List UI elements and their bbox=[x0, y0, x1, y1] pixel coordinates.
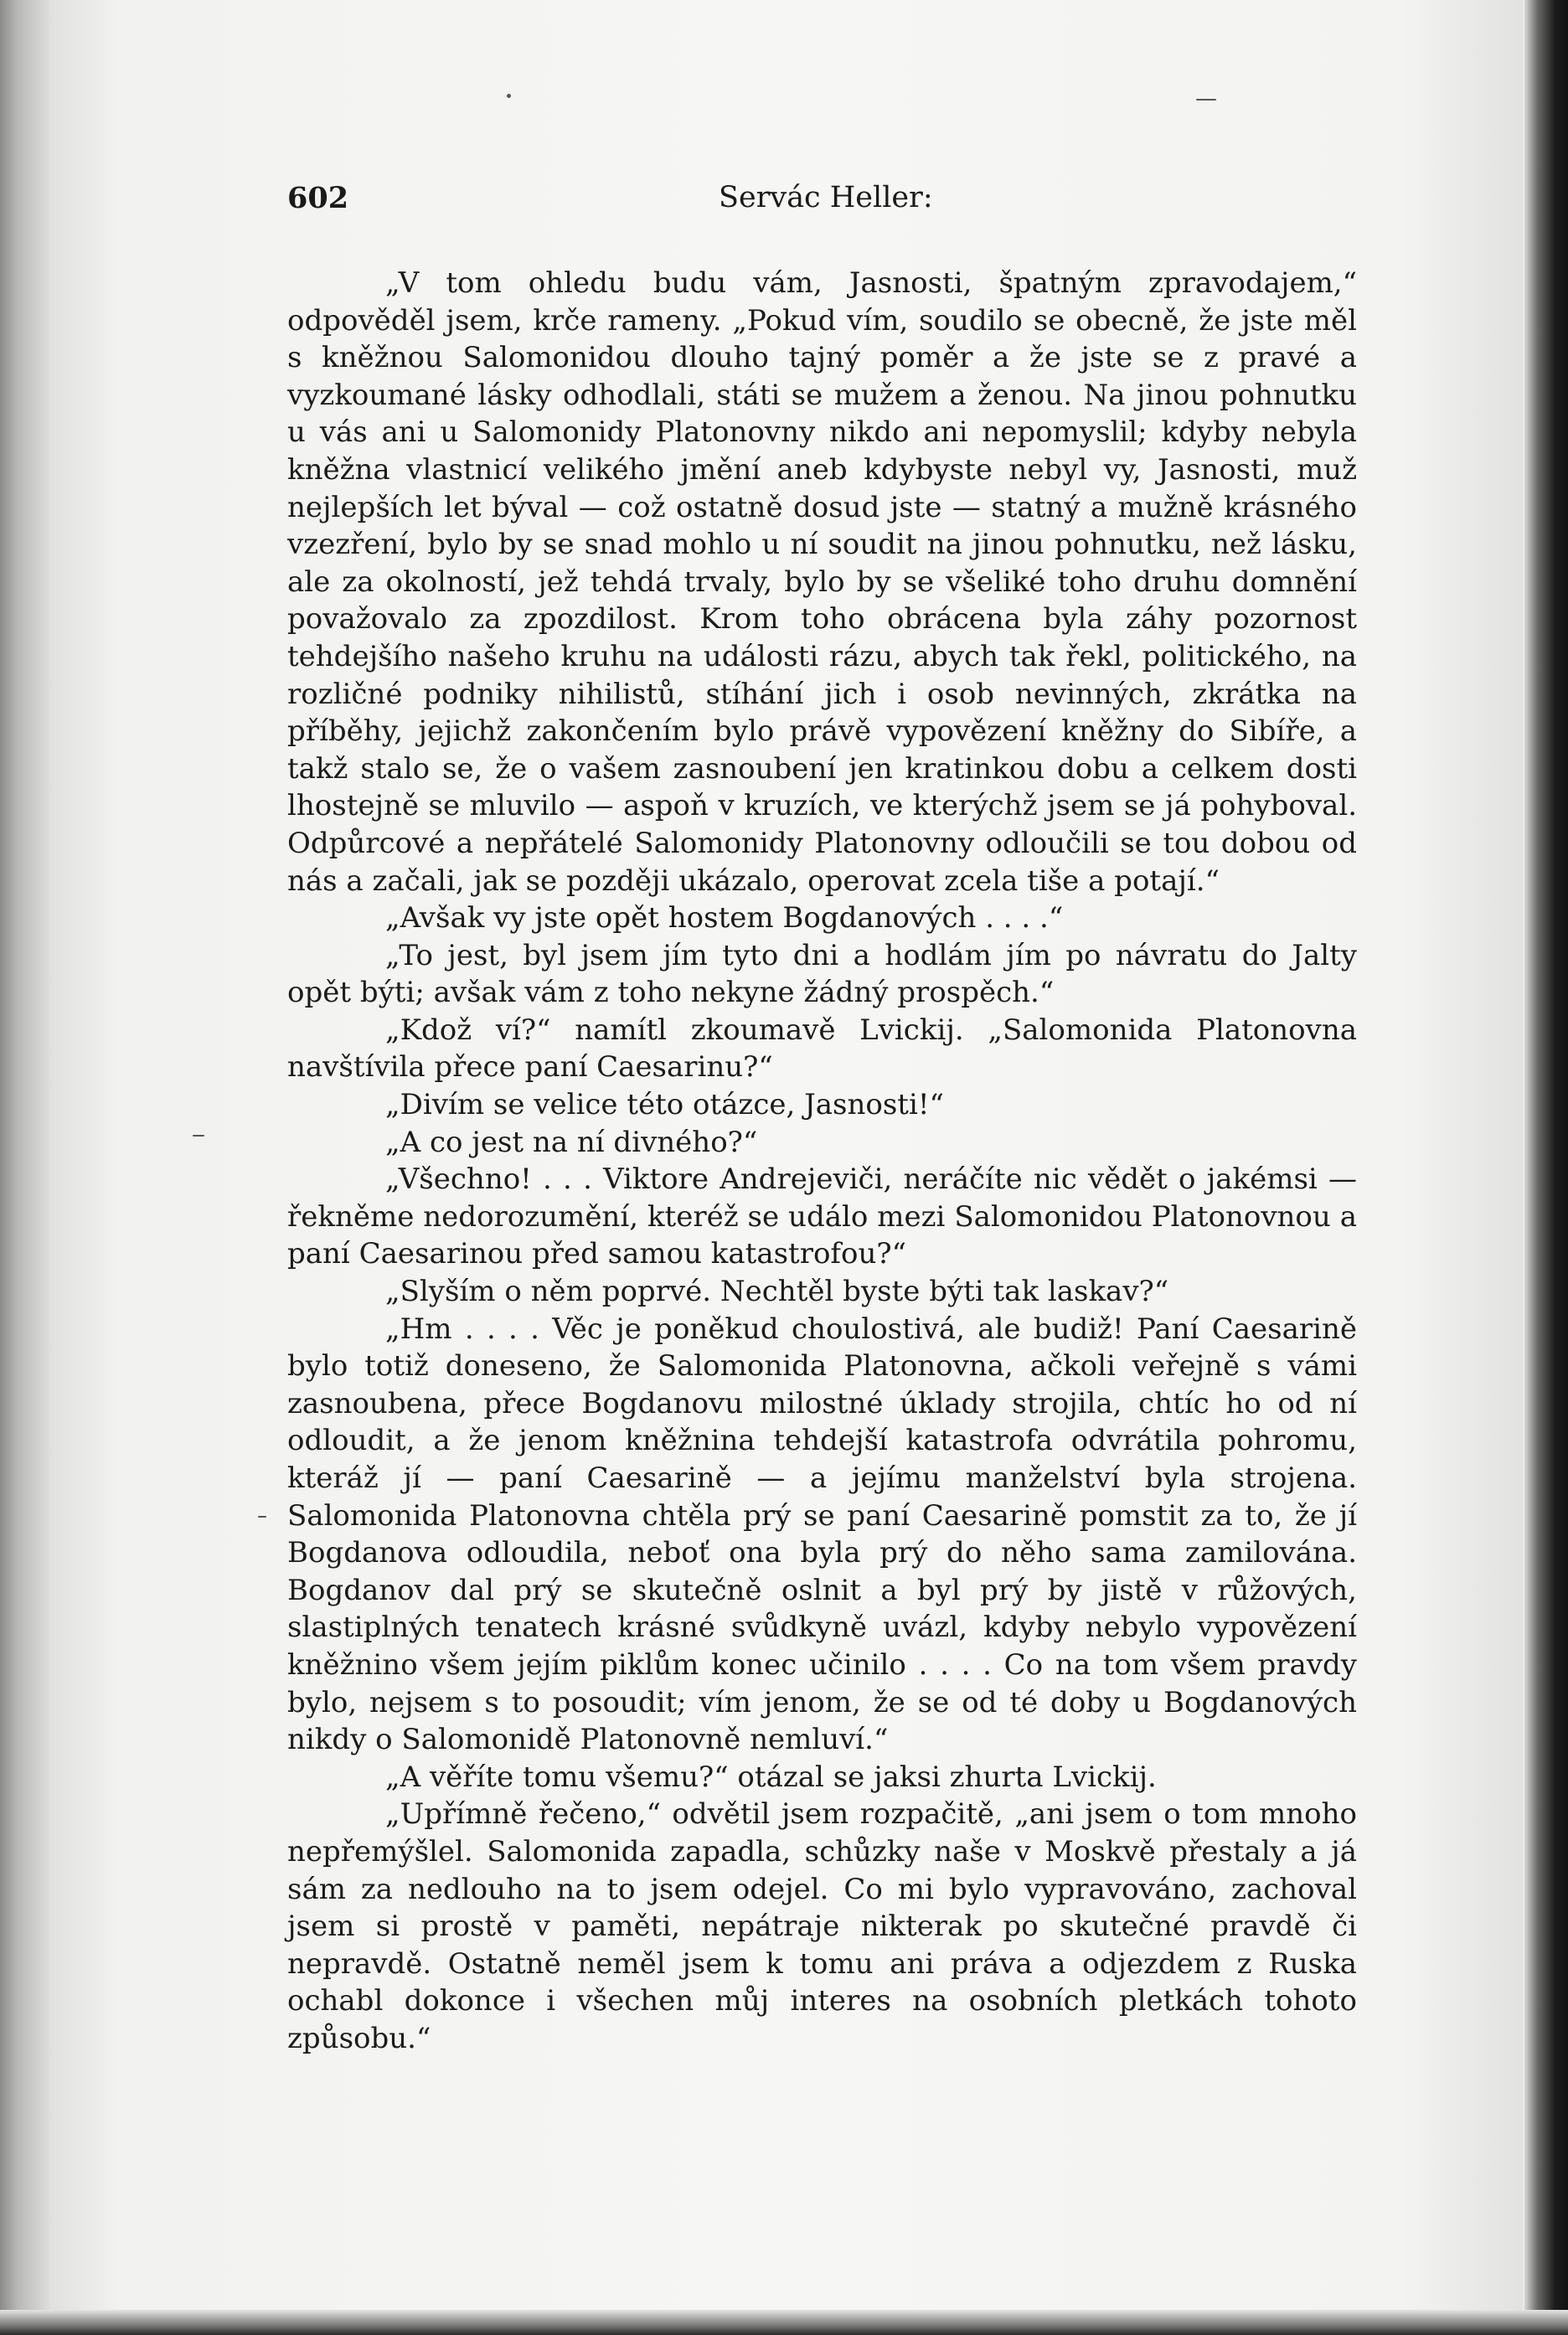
paper-speck bbox=[193, 1135, 204, 1137]
paper-speck bbox=[507, 94, 511, 98]
paragraph: „To jest, byl jsem jím tyto dni a hodlám jím po návratu do Jalty opět býti; avšak vám z toho nekyne žádný prospěch.“ bbox=[287, 938, 1357, 1010]
paragraph: „V tom ohledu budu vám, Jasnosti, špatným zpravodajem,“ odpověděl jsem, krče rameny. „Pokud vím, soudilo se obecně, že jste měl s kněžnou Salomonidou dlouho tajný poměr a že jste se z pravé a vyzkoumané lásky odhodlali, státi se mužem a ženou. Na jinou pohnutku u vás ani u Salomonidy Platonovny nikdo ani nepomyslil; kdyby nebyla kněžna vlastnicí velikého jmění aneb kdybyste nebyl vy, Jasnosti, muž nejlepších let býval — což ostatně dosud jste — statný a mužně krásného vzezření, bylo by se snad mohlo u ní soudit na jinou pohnutku, než lásku, ale za okolností, jež tehdá trvaly, bylo by se všeliké toho druhu domnění považovalo za zpozdilost. Krom toho obrácena byla záhy pozornost tehdejšího našeho kruhu na události rázu, abych tak řekl, politického, na rozličné podniky nihilistů, stíhání jich i osob nevinných, zkrátka na příběhy, jejichž zakončením bylo právě vypovězení kněžny do Sibíře, a takž stalo se, že o vašem zasnoubení jen kratinkou dobu a celkem dosti lhostejně se mluvilo — aspoň v kruzích, ve kterýchž jsem se já pohyboval. Odpůrcové a nepřátelé Salomonidy Platonovny odloučili se tou dobou od nás a začali, jak se později ukázalo, operovat zcela tiše a potají.“ bbox=[287, 266, 1357, 898]
running-title: Servác Heller: bbox=[719, 181, 933, 214]
paragraph: „Divím se velice této otázce, Jasnosti!“ bbox=[385, 1088, 944, 1122]
paragraph: „Upřímně řečeno,“ odvětil jsem rozpačitě, „ani jsem o tom mnoho nepřemýšlel. Salomonida zapadla, schůzky naše v Moskvě přestaly a já sám za nedlouho na to jsem odejel. Co mi bylo vypravováno, zachoval jsem si prostě v paměti, nepátraje nikterak po skutečné pravdě či nepravdě. Ostatně neměl jsem k tomu ani práva a odjezdem z Ruska ochabl dokonce i všechen můj interes na osobních pletkách tohoto způsobu.“ bbox=[287, 1797, 1357, 2055]
paragraph: „A věříte tomu všemu?“ otázal se jaksi zhurta Lvickij. bbox=[385, 1760, 1157, 1794]
paragraph: „Všechno! . . . Viktore Andrejeviči, neráčíte nic vědět o jakémsi — řekněme nedorozumění, kteréž se událo mezi Salomonidou Platonovnou a paní Caesarinou před samou katastrofou?“ bbox=[287, 1162, 1357, 1271]
page-edge-right bbox=[1524, 0, 1568, 2335]
paper-speck bbox=[258, 1516, 266, 1518]
paper-speck bbox=[1196, 99, 1216, 101]
body-text bbox=[287, 265, 1357, 2058]
paragraph: „A co jest na ní divného?“ bbox=[385, 1125, 758, 1159]
running-head bbox=[287, 181, 1376, 223]
binding-shadow bbox=[0, 0, 50, 2335]
paragraph: „Kdož ví?“ namítl zkoumavě Lvickij. „Salomonida Platonovna navštívila přece paní Caesarinu?“ bbox=[287, 1013, 1357, 1085]
page-number: 602 bbox=[287, 181, 349, 215]
paragraph: „Slyším o něm poprvé. Nechtěl byste býti tak laskav?“ bbox=[385, 1275, 1169, 1309]
paragraph: „Hm . . . . Věc je poněkud choulostivá, ale budiž! Paní Caesarině bylo totiž doneseno, že Salomonida Platonovna, ačkoli veřejně s vámi zasnoubena, přece Bogdanovu milostné úklady strojila, chtíc ho od ní odloudit, a že jenom kněžnina tehdejší katastrofa odvrátila pohromu, kteráž jí — paní Caesarině — a jejímu manželství byla strojena. Salomonida Platonovna chtěla prý se paní Caesarině pomstit za to, že jí Bogdanova odloudila, neboť ona byla prý do něho sama zamilována. Bogdanov dal prý se skutečně oslnit a byl prý by jistě v růžových, slastiplných tenatech krásné svůdkyně uvázl, kdyby nebylo vypovězení kněžnino všem jejím piklům konec učinilo . . . . Co na tom všem pravdy bylo, nejsem s to posoudit; vím jenom, že se od té doby u Bogdanových nikdy o Salomonidě Platonovně nemluví.“ bbox=[287, 1312, 1357, 1757]
page-edge-bottom bbox=[0, 2310, 1568, 2335]
paragraph: „Avšak vy jste opět hostem Bogdanových . . . .“ bbox=[385, 901, 1064, 936]
